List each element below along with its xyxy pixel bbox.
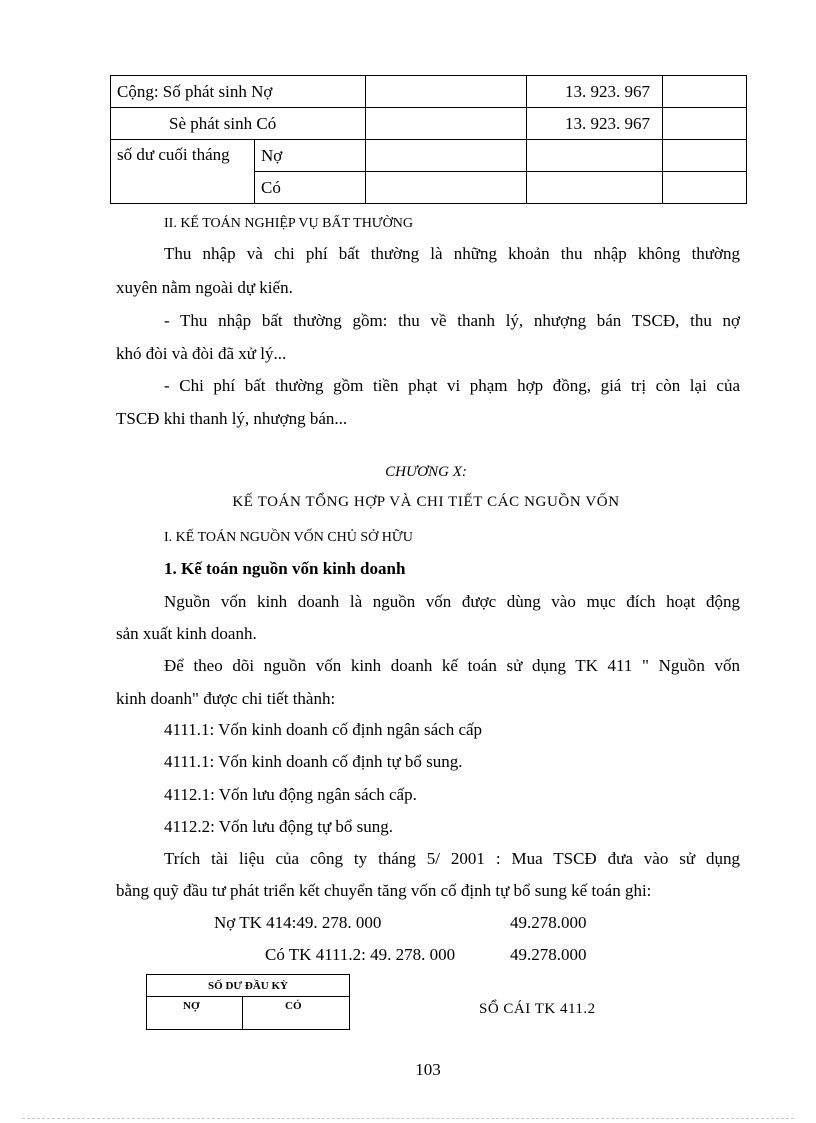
paragraph-line: xuyên nằm ngoài dự kiến. [116,278,293,297]
closing-balance-label: số dư cuối tháng [111,140,255,204]
opening-credit-header: CÓ [243,997,350,1030]
closing-credit-label: Có [255,172,366,204]
footer-divider [22,1118,794,1119]
debit-total-value: 13. 923. 967 [527,76,663,108]
table-row [111,140,747,172]
list-item: 4112.2: Vốn lưu động tự bổ sung. [164,817,394,836]
section-heading: I. KẾ TOÁN NGUỒN VỐN CHỦ SỞ HỮU [164,530,413,545]
table-row [147,975,350,997]
chapter-number: CHƯƠNG X: [385,464,467,480]
closing-debit-label: Nợ [255,140,366,172]
list-item: 4111.1: Vốn kinh doanh cố định ngân sách cấp [164,720,483,739]
paragraph-line: Nguồn vốn kinh doanh là nguồn vốn được dùng vào mục đích hoạt động [164,592,740,611]
credit-total-value: 13. 923. 967 [527,108,663,140]
table-row [147,997,350,1030]
paragraph-line: khó đòi và đòi đã xử lý... [116,344,287,363]
journal-entry-credit-amount: 49.278.000 [510,945,587,964]
account-summary-table [110,75,747,204]
section-heading: II. KẾ TOÁN NGHIỆP VỤ BẤT THƯỜNG [164,216,413,231]
list-item: 4112.1: Vốn lưu động ngân sách cấp. [164,785,417,804]
page-number: 103 [415,1060,441,1079]
paragraph-line: - Chi phí bất thường gồm tiền phạt vi phạm hợp đồng, giá trị còn lại của [164,376,740,395]
credit-total-label: Sè phát sinh Có [111,108,366,140]
list-item: 4111.1: Vốn kinh doanh cố định tự bổ sung. [164,752,463,771]
table-row [111,76,747,108]
paragraph-line: TSCĐ khi thanh lý, nhượng bán... [116,409,348,428]
paragraph-line: Để theo dõi nguồn vốn kinh doanh kế toán sử dụng TK 411 " Nguồn vốn [164,656,740,675]
ledger-title: SỔ CÁI TK 411.2 [479,1001,596,1017]
paragraph-line: - Thu nhập bất thường gồm: thu về thanh lý, nhượng bán TSCĐ, thu nợ [164,311,740,330]
debit-total-label: Cộng: Số phát sinh Nợ [111,76,366,108]
opening-debit-header: NỢ [147,997,243,1030]
paragraph-line: Trích tài liệu của công ty tháng 5/ 2001 : Mua TSCĐ đưa vào sử dụng [164,849,740,868]
paragraph-line: kinh doanh" được chi tiết thành: [116,689,336,708]
subsection-heading: 1. Kế toán nguồn vốn kinh doanh [164,559,406,578]
opening-balance-header: SỐ DƯ ĐẦU KỲ [147,975,350,997]
chapter-title: KẾ TOÁN TỔNG HỢP VÀ CHI TIẾT CÁC NGUỒN VỐN [232,494,620,510]
paragraph-line: sản xuất kinh doanh. [116,624,257,643]
paragraph-line: Thu nhập và chi phí bất thường là những khoản thu nhập không thường [164,244,740,263]
opening-balance-table [146,974,350,1030]
journal-entry-credit: Có TK 4111.2: 49. 278. 000 [265,945,456,964]
table-row [111,108,747,140]
journal-entry-debit-amount: 49.278.000 [510,913,587,932]
paragraph-line: bằng quỹ đầu tư phát triển kết chuyển tăng vốn cố định tự bổ sung kế toán ghi: [116,881,652,900]
journal-entry-debit: Nợ TK 414:49. 278. 000 [214,913,382,932]
